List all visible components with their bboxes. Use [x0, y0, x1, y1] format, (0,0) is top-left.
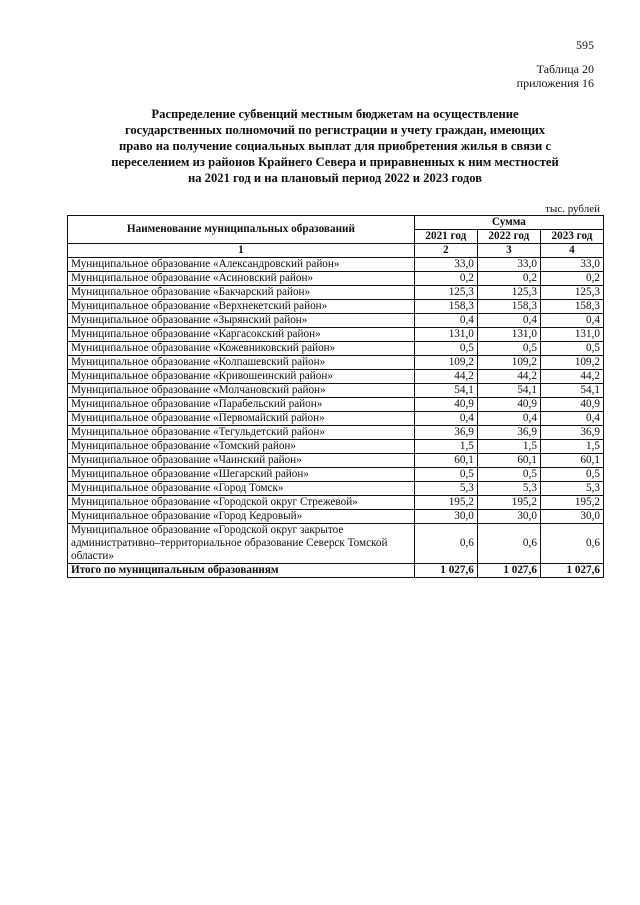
row-value-2023: 36,9: [540, 426, 603, 440]
table-row: [68, 342, 604, 356]
row-value-2021: 109,2: [414, 356, 477, 370]
document-title: [70, 106, 600, 186]
header-row: [68, 216, 604, 230]
row-value-2021: 125,3: [414, 286, 477, 300]
row-value-2023: 40,9: [540, 398, 603, 412]
table-label: Таблица 20: [536, 62, 594, 76]
col-header-sum: Сумма: [414, 216, 603, 230]
subvention-table: [67, 215, 604, 578]
row-value-2022: 0,5: [477, 468, 540, 482]
row-value-2022: 36,9: [477, 426, 540, 440]
table-row: [68, 286, 604, 300]
col-header-2021: 2021 год: [414, 230, 477, 244]
table-row: [68, 482, 604, 496]
row-value-2023: 0,2: [540, 272, 603, 286]
row-value-2021: 0,4: [414, 412, 477, 426]
row-name: Муниципальное образование «Шегарский район»: [68, 468, 415, 482]
title-line: переселением из районов Крайнего Севера и приравненных к ним местностей: [111, 155, 559, 169]
row-value-2023: 0,4: [540, 314, 603, 328]
row-value-2023: 44,2: [540, 370, 603, 384]
table-row: [68, 468, 604, 482]
units-label: тыс. рублей: [545, 203, 600, 215]
row-value-2022: 54,1: [477, 384, 540, 398]
title-line: Распределение субвенций местным бюджетам на осуществление: [151, 107, 519, 121]
row-value-2023: 0,6: [540, 524, 603, 564]
row-value-2023: 0,4: [540, 412, 603, 426]
row-value-2022: 0,6: [477, 524, 540, 564]
row-value-2021: 0,2: [414, 272, 477, 286]
row-value-2021: 54,1: [414, 384, 477, 398]
row-value-2023: 109,2: [540, 356, 603, 370]
table-row: [68, 510, 604, 524]
table-row: [68, 272, 604, 286]
row-value-2022: 158,3: [477, 300, 540, 314]
row-name: Муниципальное образование «Кожевниковский район»: [68, 342, 415, 356]
row-name: Муниципальное образование «Асиновский район»: [68, 272, 415, 286]
table-row: [68, 370, 604, 384]
row-name: Муниципальное образование «Первомайский район»: [68, 412, 415, 426]
row-value-2021: 195,2: [414, 496, 477, 510]
row-value-2022: 109,2: [477, 356, 540, 370]
table-row: [68, 440, 604, 454]
row-value-2021: 40,9: [414, 398, 477, 412]
row-value-2021: 0,5: [414, 342, 477, 356]
row-name: Муниципальное образование «Томский район»: [68, 440, 415, 454]
row-value-2021: 158,3: [414, 300, 477, 314]
row-value-2023: 33,0: [540, 258, 603, 272]
row-value-2023: 54,1: [540, 384, 603, 398]
row-value-2022: 5,3: [477, 482, 540, 496]
table-row: [68, 328, 604, 342]
row-value-2022: 0,4: [477, 314, 540, 328]
row-value-2022: 44,2: [477, 370, 540, 384]
row-value-2021: 0,4: [414, 314, 477, 328]
row-name: Муниципальное образование «Александровский район»: [68, 258, 415, 272]
index-cell: 4: [540, 244, 603, 258]
row-value-2022: 40,9: [477, 398, 540, 412]
title-line: на 2021 год и на плановый период 2022 и 2023 годов: [187, 171, 483, 185]
row-name: Муниципальное образование «Каргасокский район»: [68, 328, 415, 342]
table-row: [68, 300, 604, 314]
row-value-2022: 60,1: [477, 454, 540, 468]
row-value-2022: 30,0: [477, 510, 540, 524]
col-header-name: Наименование муниципальных образований: [68, 216, 415, 244]
row-value-2021: 30,0: [414, 510, 477, 524]
page-number: 595: [576, 38, 594, 52]
row-name: Муниципальное образование «Молчановский район»: [68, 384, 415, 398]
row-name: Муниципальное образование «Тегульдетский район»: [68, 426, 415, 440]
row-name: Муниципальное образование «Городской округ закрытое административно–территориальное образование Северск Томской области»: [68, 524, 415, 564]
row-name: Муниципальное образование «Парабельский район»: [68, 398, 415, 412]
table-row: [68, 258, 604, 272]
col-header-2022: 2022 год: [477, 230, 540, 244]
table-row: [68, 412, 604, 426]
row-name: Муниципальное образование «Бакчарский район»: [68, 286, 415, 300]
table-row: [68, 398, 604, 412]
index-cell: 2: [414, 244, 477, 258]
table-row: [68, 314, 604, 328]
total-2023: 1 027,6: [540, 564, 603, 578]
row-name: Муниципальное образование «Колпашевский район»: [68, 356, 415, 370]
table-row: [68, 384, 604, 398]
row-value-2023: 0,5: [540, 468, 603, 482]
row-name: Муниципальное образование «Городской округ Стрежевой»: [68, 496, 415, 510]
row-value-2023: 195,2: [540, 496, 603, 510]
row-value-2022: 131,0: [477, 328, 540, 342]
row-value-2021: 44,2: [414, 370, 477, 384]
row-value-2022: 195,2: [477, 496, 540, 510]
row-value-2021: 60,1: [414, 454, 477, 468]
total-2021: 1 027,6: [414, 564, 477, 578]
row-value-2023: 30,0: [540, 510, 603, 524]
row-name: Муниципальное образование «Зырянский район»: [68, 314, 415, 328]
row-value-2022: 0,4: [477, 412, 540, 426]
row-value-2023: 125,3: [540, 286, 603, 300]
row-value-2023: 5,3: [540, 482, 603, 496]
table-row: [68, 356, 604, 370]
row-value-2023: 1,5: [540, 440, 603, 454]
total-label: Итого по муниципальным образованиям: [68, 564, 415, 578]
row-value-2022: 0,2: [477, 272, 540, 286]
row-value-2021: 0,6: [414, 524, 477, 564]
title-line: право на получение социальных выплат для приобретения жилья в связи с: [119, 139, 551, 153]
row-name: Муниципальное образование «Город Кедровый»: [68, 510, 415, 524]
row-name: Муниципальное образование «Город Томск»: [68, 482, 415, 496]
col-header-2023: 2023 год: [540, 230, 603, 244]
table-reference: [517, 62, 594, 90]
row-value-2022: 0,5: [477, 342, 540, 356]
row-value-2023: 0,5: [540, 342, 603, 356]
row-value-2021: 1,5: [414, 440, 477, 454]
appendix-label: приложения 16: [516, 76, 594, 90]
table-row: [68, 524, 604, 564]
row-value-2023: 131,0: [540, 328, 603, 342]
index-cell: 3: [477, 244, 540, 258]
index-cell: 1: [68, 244, 415, 258]
row-value-2021: 33,0: [414, 258, 477, 272]
row-name: Муниципальное образование «Кривошеинский район»: [68, 370, 415, 384]
row-value-2021: 0,5: [414, 468, 477, 482]
row-value-2022: 125,3: [477, 286, 540, 300]
row-value-2021: 131,0: [414, 328, 477, 342]
total-2022: 1 027,6: [477, 564, 540, 578]
row-value-2023: 60,1: [540, 454, 603, 468]
row-value-2021: 5,3: [414, 482, 477, 496]
table-body: [68, 258, 604, 564]
row-name: Муниципальное образование «Верхнекетский район»: [68, 300, 415, 314]
row-name: Муниципальное образование «Чаинский район»: [68, 454, 415, 468]
row-value-2021: 36,9: [414, 426, 477, 440]
table-row: [68, 496, 604, 510]
row-value-2023: 158,3: [540, 300, 603, 314]
table-row: [68, 426, 604, 440]
total-row: [68, 564, 604, 578]
table-row: [68, 454, 604, 468]
row-value-2022: 1,5: [477, 440, 540, 454]
index-row: [68, 244, 604, 258]
row-value-2022: 33,0: [477, 258, 540, 272]
title-line: государственных полномочий по регистрации и учету граждан, имеющих: [124, 123, 546, 137]
